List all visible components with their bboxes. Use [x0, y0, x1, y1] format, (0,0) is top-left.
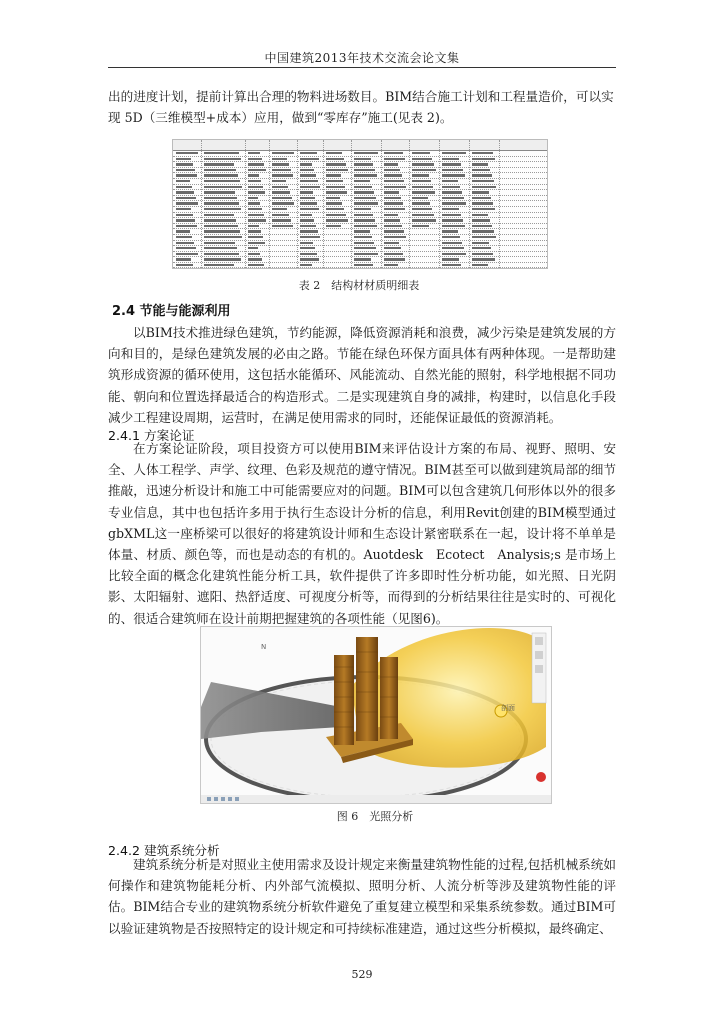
- table-cell: [354, 202, 378, 204]
- table-cell: [412, 219, 436, 221]
- table-cell: [272, 180, 286, 182]
- table-cell: [272, 191, 290, 193]
- table-cell: [384, 208, 405, 210]
- table-cell: [204, 152, 239, 154]
- table-cell: [326, 152, 342, 154]
- table-cell: [472, 247, 491, 249]
- table-cell: [472, 219, 490, 221]
- table-cell: [384, 191, 399, 193]
- table-cell: [204, 236, 242, 238]
- table-cell: [176, 202, 198, 204]
- table-cell: [354, 264, 373, 266]
- table-caption: 表 2 结构材材质明细表: [298, 279, 420, 292]
- table-cell: [176, 186, 192, 188]
- table-cell: [272, 225, 293, 227]
- table-cell: [204, 219, 236, 221]
- table-cell: [354, 230, 370, 232]
- tower-b: [356, 637, 378, 741]
- table-cell: [412, 163, 434, 165]
- table-cell: [472, 230, 494, 232]
- table-cell: [272, 169, 291, 171]
- table-cell: [300, 264, 312, 266]
- table-cell: [442, 253, 466, 255]
- table-cell: [442, 242, 462, 244]
- table-cell: [176, 258, 191, 260]
- section-heading-2-4-1: 2.4.1 方案论证: [108, 428, 195, 443]
- table-cell: [384, 258, 405, 260]
- table-cell: [384, 225, 402, 227]
- table-cell: [248, 219, 266, 221]
- section-2-4-2-paragraph: 建筑系统分析是对照业主使用需求及设计规定来衡量建筑物性能的过程,包括机械系统如何操作和建筑物能耗分析、内外部气流模拟、照明分析、人流分析等涉及建筑物性能的评估。BIM结合专业的建筑物系统分析软件避免了重复建立模型和采集系统参数。通过BIM可以验证建筑物是否按照特定的设计规定和可持续标准建造，通过这些分析模拟，最终确定、: [108, 857, 616, 936]
- table-cell: [248, 191, 265, 193]
- table-cell: [176, 253, 198, 255]
- table-cell: [442, 191, 462, 193]
- table-cell: [248, 169, 266, 171]
- table-cell: [354, 152, 378, 154]
- table-cell: [442, 197, 464, 199]
- section-widget-label: 剖面: [501, 704, 515, 712]
- table-cell: [300, 180, 318, 182]
- table-cell: [204, 258, 241, 260]
- table-cell: [272, 202, 294, 204]
- table-cell: [384, 169, 400, 171]
- table-cell: [354, 214, 373, 216]
- table-cell: [176, 236, 192, 238]
- table-column-divider: [409, 140, 410, 268]
- table-cell: [204, 169, 236, 171]
- table-cell: [176, 158, 191, 160]
- table-cell: [472, 197, 491, 199]
- table-cell: [204, 230, 240, 232]
- table-cell: [354, 174, 377, 176]
- table-cell: [412, 202, 430, 204]
- table-cell: [272, 208, 287, 210]
- table-cell: [176, 191, 194, 193]
- table-column-divider: [351, 140, 352, 268]
- table-cell: [384, 186, 406, 188]
- table-column-divider: [381, 140, 382, 268]
- table-cell: [354, 219, 375, 221]
- table-cell: [412, 191, 435, 193]
- table-cell: [354, 191, 374, 193]
- table-cell: [272, 214, 289, 216]
- table-cell: [472, 208, 495, 210]
- header-rule: [108, 67, 616, 68]
- table-cell: [248, 264, 264, 266]
- table-cell: [384, 180, 404, 182]
- table-cell: [384, 197, 401, 199]
- table-column-divider: [269, 140, 270, 268]
- table-column-divider: [201, 140, 202, 268]
- table-cell: [300, 247, 315, 249]
- table-cell: [248, 225, 259, 227]
- section-heading-2-4: 2.4 节能与能源利用: [112, 304, 231, 319]
- table-cell: [300, 219, 314, 221]
- table-cell: [472, 264, 488, 266]
- tower-c: [380, 657, 398, 739]
- table-column-divider: [499, 140, 500, 268]
- table-cell: [300, 202, 317, 204]
- table-cell: [442, 236, 460, 238]
- table-cell: [204, 158, 241, 160]
- table-cell: [176, 242, 194, 244]
- table-cell: [326, 163, 346, 165]
- table-cell: [354, 180, 370, 182]
- page-number: 529: [351, 968, 373, 981]
- table-cell: [248, 242, 265, 244]
- table-cell: [384, 158, 405, 160]
- table-cell: [472, 236, 496, 238]
- table-cell: [204, 202, 239, 204]
- table-cell: [204, 247, 237, 249]
- table-cell: [204, 214, 234, 216]
- table-cell: [300, 253, 317, 255]
- table-cell: [472, 214, 488, 216]
- table-cell: [272, 186, 288, 188]
- table-cell: [354, 253, 378, 255]
- table-cell: [204, 242, 235, 244]
- table-cell: [176, 152, 198, 154]
- table-cell: [300, 174, 316, 176]
- table-cell: [248, 247, 258, 249]
- table-cell: [204, 253, 239, 255]
- table-cell: [412, 225, 429, 227]
- table-cell: [300, 169, 314, 171]
- table-cell: [204, 186, 242, 188]
- table-cell: [272, 197, 292, 199]
- table-cell: [204, 180, 240, 182]
- section-2-4-1-paragraph: 在方案论证阶段，项目投资方可以使用BIM来评估设计方案的布局、视野、照明、安全、人体工程学、声学、纹理、色彩及规范的遵守情况。BIM甚至可以做到建筑局部的细节推敲，迅速分析设计和施工中可能需要应对的问题。BIM可以包含建筑几何形体以外的很多专业信息，其中也包括许多用于执行生态设计分析的信息，利用Revit创建的BIM模型通过gbXML这一座桥梁可以很好的将建筑设计师和生态设计紧密联系在一起，设计将不单单是体量、材质、颜色等，而也是动态的有机的。Auotdesk Ecotect Analysis;s 是市场上比较全面的概念化建筑性能分析工具，软件提供了许多即时性分析功能，如光照、日光阴影、太阳辐射、遮阳、热舒适度、可视度分析等，而得到的分析结果往往是实时的、可视化的、很适合建筑师在设计前期把握建筑的各项性能（见图6)。: [108, 441, 616, 626]
- table-cell: [442, 230, 458, 232]
- table-cell: [204, 208, 241, 210]
- table-cell: [326, 191, 347, 193]
- table-cell: [384, 202, 403, 204]
- table-cell: [384, 247, 401, 249]
- table-cell: [354, 225, 377, 227]
- table-cell: [326, 225, 341, 227]
- table-cell: [204, 163, 234, 165]
- table-cell: [248, 230, 261, 232]
- table-cell: [300, 197, 315, 199]
- intro-line-2: 现 5D（三维模型+成本）应用，做到“零库存”施工(见表 2)。: [108, 110, 453, 125]
- table-cell: [248, 180, 261, 182]
- table-cell: [300, 152, 317, 154]
- table-cell: [326, 208, 344, 210]
- table-cell: [442, 180, 458, 182]
- table-cell: [384, 253, 403, 255]
- table-cell: [204, 225, 238, 227]
- table-cell: [326, 219, 348, 221]
- table-cell: [204, 197, 237, 199]
- svg-text:N: N: [261, 643, 267, 651]
- intro-line-1: 出的进度计划，提前计算出合理的物料进场数目。BIM结合施工计划和工程量造价，可以实: [108, 89, 614, 104]
- table-cell: [442, 247, 464, 249]
- table-cell: [248, 208, 262, 210]
- table-cell: [326, 214, 346, 216]
- table-cell: [442, 214, 461, 216]
- table-column-divider: [297, 140, 298, 268]
- table-cell: [412, 180, 431, 182]
- app-logo-icon: [536, 772, 546, 782]
- table-cell: [354, 197, 376, 199]
- table-cell: [412, 186, 433, 188]
- table-cell: [300, 225, 316, 227]
- table-cell: [472, 174, 492, 176]
- table-cell: [472, 169, 490, 171]
- table-cell: [248, 152, 260, 154]
- table-cell: [176, 230, 190, 232]
- table-cell: [354, 208, 371, 210]
- table-cell: [472, 191, 489, 193]
- table-cell: [384, 214, 398, 216]
- section-2-4-paragraph: 以BIM技术推进绿色建筑，节约能源，降低资源消耗和浪费，减少污染是建筑发展的方向和目的，是绿色建筑发展的必由之路。节能在绿色环保方面具体有两种体现。一是帮助建筑形成资源的循环使用，这包括水能循环、风能流动、自然光能的照射，科学地根据不同功能、朝向和位置选择最适合的构造形式。二是实现建筑自身的减排，构建时，以信息化手段减少工程建设周期，运营时，在满足使用需求的同时，还能保证最低的资源消耗。: [108, 325, 616, 425]
- table-cell: [300, 191, 313, 193]
- table-cell: [412, 197, 428, 199]
- table-cell: [384, 219, 400, 221]
- table-cell: [412, 174, 429, 176]
- table-cell: [248, 214, 264, 216]
- table-cell: [248, 202, 260, 204]
- table-cell: [248, 186, 263, 188]
- table-cell: [384, 152, 403, 154]
- table-cell: [326, 180, 343, 182]
- table-cell: [272, 163, 289, 165]
- table-cell: [176, 174, 197, 176]
- table-cell: [354, 169, 375, 171]
- table-cell: [384, 163, 398, 165]
- table-cell: [442, 202, 466, 204]
- table-column-divider: [323, 140, 324, 268]
- material-schedule-table-image: [172, 139, 548, 269]
- table-cell: [176, 197, 196, 199]
- table-cell: [248, 258, 262, 260]
- table-cell: [412, 208, 432, 210]
- table-cell: [300, 258, 319, 260]
- running-header: 中国建筑2013年技术交流会论文集: [264, 51, 460, 65]
- table-cell: [354, 186, 372, 188]
- table-header-row: [173, 140, 547, 151]
- table-cell: [472, 180, 494, 182]
- table-column-divider: [245, 140, 246, 268]
- table-cell: [472, 202, 493, 204]
- table-cell: [442, 258, 459, 260]
- table-cell: [354, 258, 371, 260]
- table-cell: [384, 174, 402, 176]
- table-cell: [248, 174, 259, 176]
- section-heading-2-4-2: 2.4.2 建筑系统分析: [108, 843, 220, 858]
- table-cell: [472, 225, 492, 227]
- table-cell: [412, 169, 436, 171]
- tower-a: [334, 655, 354, 745]
- table-cell: [354, 242, 374, 244]
- table-cell: [354, 163, 373, 165]
- table-cell: [176, 208, 191, 210]
- table-cell: [176, 219, 195, 221]
- table-cell: [412, 214, 434, 216]
- table-cell: [272, 174, 293, 176]
- table-cell: [272, 158, 287, 160]
- table-cell: [412, 158, 432, 160]
- table-cell: [272, 152, 294, 154]
- table-cell: [472, 258, 495, 260]
- table-cell: [300, 158, 319, 160]
- table-cell: [472, 242, 489, 244]
- table-cell: [384, 236, 406, 238]
- table-cell: [384, 264, 398, 266]
- table-cell: [326, 169, 348, 171]
- table-cell: [472, 253, 493, 255]
- table-cell: [472, 186, 496, 188]
- table-cell: [442, 219, 463, 221]
- table-cell: [248, 197, 258, 199]
- table-cell: [248, 158, 262, 160]
- table-cell: [442, 158, 459, 160]
- lighting-analysis-render: [201, 627, 551, 803]
- table-cell: [354, 158, 371, 160]
- table-cell: [472, 163, 488, 165]
- table-cell: [176, 264, 193, 266]
- table-cell: [412, 152, 430, 154]
- table-cell: [326, 186, 345, 188]
- table-cell: [326, 174, 341, 176]
- table-cell: [204, 264, 234, 266]
- table-cell: [300, 242, 313, 244]
- table-cell: [472, 158, 495, 160]
- table-cell: [384, 242, 399, 244]
- table-cell: [300, 230, 318, 232]
- table-cell: [354, 236, 372, 238]
- table-cell: [300, 208, 319, 210]
- table-column-divider: [439, 140, 440, 268]
- table-cell: [300, 214, 312, 216]
- table-cell: [384, 230, 404, 232]
- table-cell: [272, 219, 291, 221]
- table-cell: [176, 169, 195, 171]
- table-cell: [248, 163, 264, 165]
- table-cell: [176, 225, 197, 227]
- figure-caption: 图 6 光照分析: [336, 810, 414, 823]
- table-cell: [176, 214, 193, 216]
- table-cell: [472, 152, 493, 154]
- table-cell: [326, 202, 342, 204]
- table-cell: [248, 253, 260, 255]
- table-cell: [176, 247, 196, 249]
- table-cell: [442, 152, 466, 154]
- table-cell: [326, 197, 340, 199]
- table-cell: [300, 236, 320, 238]
- table-cell: [442, 225, 465, 227]
- table-cell: [326, 158, 344, 160]
- lighting-analysis-figure: [200, 626, 552, 804]
- table-cell: [442, 186, 460, 188]
- table-cell: [248, 236, 263, 238]
- table-cell: [204, 174, 238, 176]
- table-cell: [442, 169, 463, 171]
- table-column-divider: [469, 140, 470, 268]
- table-cell: [204, 191, 235, 193]
- table-cell: [300, 186, 320, 188]
- table-cell: [354, 247, 376, 249]
- table-cell: [176, 180, 190, 182]
- table-cell: [442, 163, 461, 165]
- table-cell: [442, 208, 459, 210]
- table-cell: [442, 264, 461, 266]
- table-row: [173, 268, 547, 269]
- table-cell: [442, 174, 465, 176]
- table-cell: [300, 163, 312, 165]
- table-cell: [176, 163, 193, 165]
